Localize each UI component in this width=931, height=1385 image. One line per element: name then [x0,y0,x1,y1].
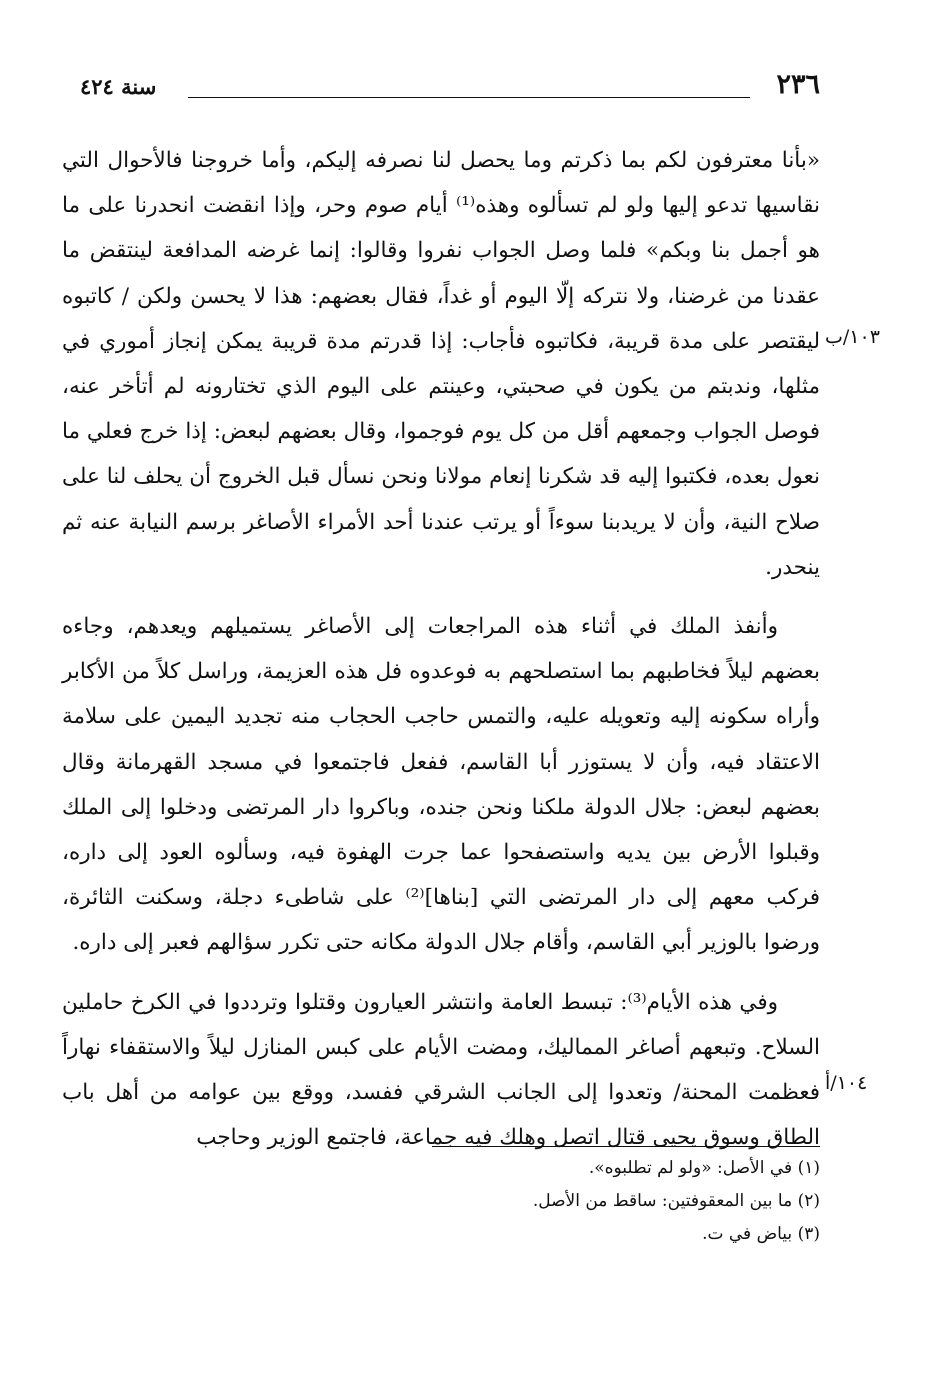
paragraph: «بأنا معترفون لكم بما ذكرتم وما يحصل لنا نصرفه إليكم، وأما خروجنا فالأحوال التي نقاسيها تدعو إليها ولو لم تسألوه وهذه⁽¹⁾ أيام صوم وحر، وإذا انقضت انحدرنا على ما هو أجمل بنا وبكم» فلما وصل الجواب نفروا وقالوا: إنما غرضه المدافعة لينتقض ما عقدنا من غرضنا، ولا نتركه إلّا اليوم أو غداً، فقال بعضهم: هذا لا يحسن ولكن / كاتبوه ليقتصر على مدة قريبة، فكاتبوه فأجاب: إذا قدرتم مدة قريبة يمكن إنجاز أموري في مثلها، وندبتم من يكون في صحبتي، وعينتم على اليوم الذي تختارونه لم أتأخر عنه، فوصل الجواب وجمعهم أقل من كل يوم فوجموا، وقال بعضهم لبعض: إذا خرج فعلي ما نعول بعده، فكتبوا إليه قد شكرنا إنعام مولانا ونحن نسأل قبل الخروج أن يحلف لنا على صلاح النية، وأن لا يريدبنا سوءاً أو يرتب عندنا أحد الأمراء الأصاغر برسم النيابة عنه ثم ينحدر. [62,148,821,580]
running-head: سنة ٤٢٤ [80,74,157,99]
paragraph: وفي هذه الأيام⁽³⁾: تبسط العامة وانتشر العيارون وقتلوا وترددوا في الكرخ حاملين السلاح. وتبعهم أصاغر المماليك، ومضت الأيام على كبس المنازل ليلاً والاستقفاء نهاراً فعظمت المحنة/ وتعدوا إلى الجانب الشرقي ففسد، ووقع بين عوامه من أهل باب الطاق وسوق يحيى قتال اتصل وهلك فيه جماعة، فاجتمع الوزير وحاجب [62,989,820,1151]
footnote-separator [432,1146,820,1147]
footnotes [400,1152,820,1251]
main-text [62,138,820,1160]
page-number: ٢٣٦ [776,69,820,100]
footnote: (٢) ما بين المعقوفتين: ساقط من الأصل. [532,1191,820,1211]
paragraph: وأنفذ الملك في أثناء هذه المراجعات إلى الأصاغر يستميلهم ويعدهم، وجاءه بعضهم ليلاً فخاطبهم بما استصلحهم به فوعدوه فل هذه العزيمة، وراسل كلاً من الأكابر وأراه سكونه إليه وتعويله عليه، والتمس حاجب الحجاب منه تجديد اليمين على سلامة الاعتقاد فيه، وأن لا يستوزر أبا القاسم، ففعل فاجتمعوا في مسجد القهرمانة وقال بعضهم لبعض: جلال الدولة ملكنا ونحن جنده، وباكروا دار المرتضى ودخلوا إلى الملك وقبلوا الأرض بين يديه واستصفحوا عما جرت الهفوة فيه، وسألوه العود إلى داره، فركب معهم إلى دار المرتضى التي [بناها]⁽²⁾ على شاطىء دجلة، وسكنت الثائرة، ورضوا بالوزير أبي القاسم، وأقام جلال الدولة مكانه حتى تكرر سؤالهم فعبر إلى داره. [62,614,820,956]
header-rule [188,97,750,98]
page-header [80,68,820,108]
manuscript-folio-marker: ١٠٣/ب [825,326,880,348]
footnote: (٣) بياض في ت. [702,1224,820,1244]
manuscript-folio-marker: ١٠٤/أ [825,1072,868,1094]
footnote: (١) في الأصل: «ولو لم تطلبوه». [588,1158,820,1178]
